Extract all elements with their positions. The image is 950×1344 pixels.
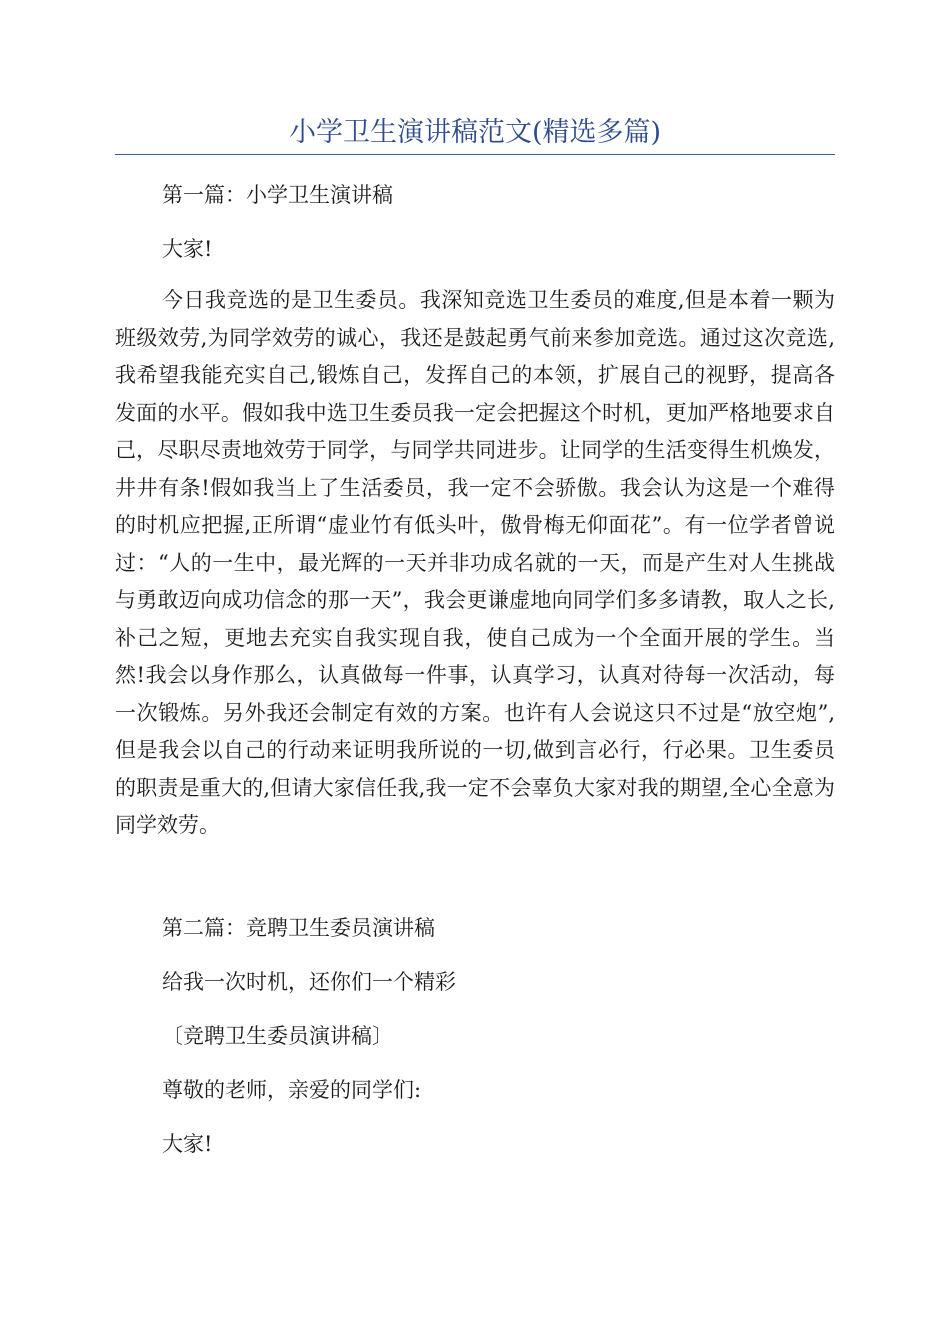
title-underline [115,154,835,155]
section2-salutation: 尊敬的老师，亲爱的同学们: [162,1078,422,1102]
section2-bracket-note: 〔竞聘卫生委员演讲稿〕 [162,1024,393,1048]
section2-heading: 第二篇：竞聘卫生委员演讲稿 [162,916,435,940]
section2-greeting: 大家! [162,1132,213,1156]
section1-body: 今日我竞选的是卫生委员。我深知竞选卫生委员的难度,但是本着一颗为班级效劳,为同学效劳的诚心，我还是鼓起勇气前来参加竞选。通过这次竞选,我希望我能充实自己,锻炼自己，发挥自己的本领，扩展自己的视野，提高各发面的水平。假如我中选卫生委员我一定会把握这个时机，更加严格地要求自己，尽职尽责地效劳于同学，与同学共同进步。让同学的生活变得生机焕发，井井有条!假如我当上了生活委员，我一定不会骄傲。我会认为这是一个难得的时机应把握,正所谓“虚业竹有低头叶，傲骨梅无仰面花”。有一位学者曾说过：“人的一生中，最光辉的一天并非功成名就的一天，而是产生对人生挑战与勇敢迈向成功信念的那一天”，我会更谦虚地向同学们多多请教，取人之长,补己之短，更地去充实自我实现自我，使自己成为一个全面开展的学生。当然!我会以身作那么，认真做每一件事，认真学习，认真对待每一次活动，每一次锻炼。另外我还会制定有效的方案。也许有人会说这只不过是“放空炮”,但是我会以自己的行动来证明我所说的一切,做到言必行，行必果。卫生委员的职责是重大的,但请大家信任我,我一定不会辜负大家对我的期望,全心全意为同学效劳。 [115,288,835,837]
document-title: 小学卫生演讲稿范文(精选多篇) [288,117,662,148]
section1-greeting: 大家! [162,237,213,261]
section2-subtitle: 给我一次时机，还你们一个精彩 [162,970,456,994]
section1-heading: 第一篇：小学卫生演讲稿 [162,183,393,207]
